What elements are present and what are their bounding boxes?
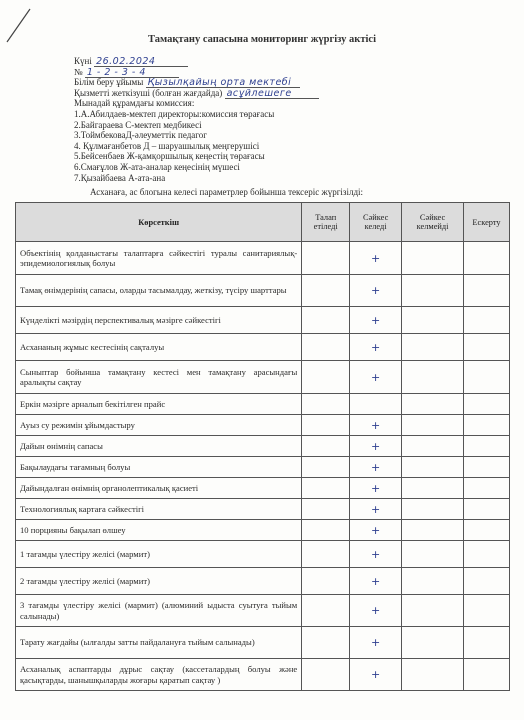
noncompliant-cell bbox=[402, 415, 464, 436]
required-cell bbox=[302, 307, 350, 334]
noncompliant-cell bbox=[402, 457, 464, 478]
table-row bbox=[16, 520, 510, 541]
compliant-mark-cell: + bbox=[350, 659, 402, 691]
table-row bbox=[16, 627, 510, 659]
note-cell bbox=[464, 659, 510, 691]
compliant-mark-cell: + bbox=[350, 242, 402, 275]
required-cell bbox=[302, 436, 350, 457]
act-header bbox=[74, 56, 494, 183]
column-header-noncompliant: Сәйкес келмейді bbox=[402, 203, 464, 242]
number-value: 1 - 2 - 3 - 4 bbox=[85, 68, 179, 78]
commission-member: 7.Қызайбаева А-ата-ана bbox=[74, 172, 166, 183]
table-row bbox=[16, 595, 510, 627]
compliant-mark-cell: + bbox=[350, 457, 402, 478]
organization-label: Білім беру ұйымы bbox=[74, 77, 144, 88]
indicator-cell: 10 порцияны бақылап өлшеу bbox=[16, 520, 302, 541]
noncompliant-cell bbox=[402, 568, 464, 595]
note-cell bbox=[464, 627, 510, 659]
compliant-mark-cell bbox=[350, 394, 402, 415]
compliant-mark-cell: + bbox=[350, 627, 402, 659]
indicator-cell: Тарату жағдайы (ылғалды затты пайдалануға тыйым салынады) bbox=[16, 627, 302, 659]
compliant-mark-cell: + bbox=[350, 478, 402, 499]
required-cell bbox=[302, 361, 350, 394]
compliant-mark-cell: + bbox=[350, 568, 402, 595]
commission-member: 4. Құлмағанбетов Д – шаруашылық меңгерушісі bbox=[74, 140, 260, 151]
indicator-cell: Еркін мәзірге арналып бекітілген прайс bbox=[16, 394, 302, 415]
commission-member: 1.А.Абилдаев-мектеп директоры:комиссия төрағасы bbox=[74, 108, 275, 119]
table-row bbox=[16, 436, 510, 457]
required-cell bbox=[302, 627, 350, 659]
commission-member: 6.Смағұлов Ж-ата-аналар кеңесінің мүшесі bbox=[74, 161, 240, 172]
required-cell bbox=[302, 394, 350, 415]
table-row bbox=[16, 361, 510, 394]
table-row bbox=[16, 478, 510, 499]
indicator-cell: Асхананың жұмыс кестесінің сақталуы bbox=[16, 334, 302, 361]
commission-member: 5.Бейсенбаев Ж-қамқоршылық кеңестің төрағасы bbox=[74, 151, 265, 162]
compliant-mark-cell: + bbox=[350, 334, 402, 361]
note-cell bbox=[464, 334, 510, 361]
required-cell bbox=[302, 568, 350, 595]
number-label: № bbox=[74, 66, 83, 77]
commission-label: Мынадай құрамдағы комиссия: bbox=[74, 98, 195, 109]
required-cell bbox=[302, 520, 350, 541]
table-row bbox=[16, 499, 510, 520]
compliant-mark-cell: + bbox=[350, 307, 402, 334]
indicator-cell: Бақылаудағы тағамның болуы bbox=[16, 457, 302, 478]
note-cell bbox=[464, 568, 510, 595]
indicator-cell: 2 тағамды үлестіру желісі (мармит) bbox=[16, 568, 302, 595]
date-value: 26.02.2024 bbox=[94, 57, 188, 67]
required-cell bbox=[302, 499, 350, 520]
note-cell bbox=[464, 499, 510, 520]
commission-member: 2.Байгарaева С-мектеп медбикесі bbox=[74, 119, 202, 130]
organization-value: Қызылқайың орта мектебі bbox=[146, 78, 300, 88]
document-title: Тамақтану сапасына мониторинг жүргізу актісі bbox=[148, 34, 376, 45]
table-row bbox=[16, 334, 510, 361]
required-cell bbox=[302, 541, 350, 568]
noncompliant-cell bbox=[402, 436, 464, 457]
compliant-mark-cell: + bbox=[350, 275, 402, 307]
compliant-mark-cell: + bbox=[350, 541, 402, 568]
note-cell bbox=[464, 478, 510, 499]
note-cell bbox=[464, 595, 510, 627]
note-cell bbox=[464, 394, 510, 415]
compliant-mark-cell: + bbox=[350, 595, 402, 627]
compliant-mark-cell: + bbox=[350, 436, 402, 457]
supplier-row bbox=[74, 88, 494, 99]
indicator-cell: 1 тағамды үлестіру желісі (мармит) bbox=[16, 541, 302, 568]
compliant-mark-cell: + bbox=[350, 520, 402, 541]
number-row bbox=[74, 67, 494, 78]
date-label: Күні bbox=[74, 56, 92, 66]
inspection-intro: Асханаға, ас блогына келесі параметрлер бойынша тексеріс жүргізілді: bbox=[90, 187, 364, 197]
compliant-mark-cell: + bbox=[350, 499, 402, 520]
noncompliant-cell bbox=[402, 499, 464, 520]
table-row bbox=[16, 307, 510, 334]
indicator-cell: Дайындалған өнімнің органолептикалық қасиеті bbox=[16, 478, 302, 499]
commission-member: 3.ТоймбековаД-әлеуметтік педагог bbox=[74, 130, 207, 141]
noncompliant-cell bbox=[402, 307, 464, 334]
table-row bbox=[16, 457, 510, 478]
required-cell bbox=[302, 457, 350, 478]
noncompliant-cell bbox=[402, 478, 464, 499]
indicator-cell: Объектінің қолданыстағы талаптарға сәйкестігі туралы санитариялық-эпидемиологиялық болуы bbox=[16, 242, 302, 275]
table-row bbox=[16, 242, 510, 275]
noncompliant-cell bbox=[402, 334, 464, 361]
noncompliant-cell bbox=[402, 627, 464, 659]
table-row bbox=[16, 275, 510, 307]
supplier-label: Қызметті жеткізуші (болған жағдайда) bbox=[74, 87, 223, 98]
required-cell bbox=[302, 415, 350, 436]
compliant-mark-cell: + bbox=[350, 415, 402, 436]
note-cell bbox=[464, 415, 510, 436]
table-row bbox=[16, 394, 510, 415]
table-row bbox=[16, 659, 510, 691]
required-cell bbox=[302, 595, 350, 627]
required-cell bbox=[302, 478, 350, 499]
note-cell bbox=[464, 457, 510, 478]
note-cell bbox=[464, 520, 510, 541]
required-cell bbox=[302, 659, 350, 691]
supplier-value: асұйлешеге bbox=[225, 89, 319, 99]
organization-row bbox=[74, 77, 494, 88]
indicator-cell: Дайын өнімнің сапасы bbox=[16, 436, 302, 457]
note-cell bbox=[464, 242, 510, 275]
required-cell bbox=[302, 275, 350, 307]
table-row bbox=[16, 541, 510, 568]
noncompliant-cell bbox=[402, 275, 464, 307]
noncompliant-cell bbox=[402, 361, 464, 394]
indicator-cell: Тамақ өнімдерінің сапасы, оларды тасымалдау, жеткізу, түсіру шарттары bbox=[16, 275, 302, 307]
noncompliant-cell bbox=[402, 595, 464, 627]
indicator-cell: Асханалық аспаптарды дұрыс сақтау (кассеталардың болуы және қасықтарды, шанышқыларды жоғары қаратып сақтау ) bbox=[16, 659, 302, 691]
column-header-note: Ескерту bbox=[464, 203, 510, 242]
column-header-compliant: Сәйкес келеді bbox=[350, 203, 402, 242]
table-row bbox=[16, 568, 510, 595]
indicator-cell: 3 тағамды үлестіру желісі (мармит) (алюминий ыдыста суытуға тыйым салынады) bbox=[16, 595, 302, 627]
noncompliant-cell bbox=[402, 394, 464, 415]
table-row bbox=[16, 415, 510, 436]
note-cell bbox=[464, 541, 510, 568]
noncompliant-cell bbox=[402, 242, 464, 275]
noncompliant-cell bbox=[402, 541, 464, 568]
indicator-cell: Күнделікті мәзірдің перспективалық мәзірге сәйкестігі bbox=[16, 307, 302, 334]
table-header-row bbox=[16, 203, 510, 242]
required-cell bbox=[302, 334, 350, 361]
indicator-cell: Технологиялық картаға сәйкестігі bbox=[16, 499, 302, 520]
inspection-table bbox=[15, 202, 510, 691]
date-row bbox=[74, 56, 494, 67]
noncompliant-cell bbox=[402, 520, 464, 541]
column-header-indicator: Көрсеткіш bbox=[16, 203, 302, 242]
indicator-cell: Сыныптар бойынша тамақтану кестесі мен тамақтану арасындағы аралықты сақтау bbox=[16, 361, 302, 394]
note-cell bbox=[464, 436, 510, 457]
note-cell bbox=[464, 275, 510, 307]
required-cell bbox=[302, 242, 350, 275]
compliant-mark-cell: + bbox=[350, 361, 402, 394]
noncompliant-cell bbox=[402, 659, 464, 691]
note-cell bbox=[464, 361, 510, 394]
column-header-required: Талап етіледі bbox=[302, 203, 350, 242]
note-cell bbox=[464, 307, 510, 334]
indicator-cell: Ауыз су режимін ұйымдастыру bbox=[16, 415, 302, 436]
